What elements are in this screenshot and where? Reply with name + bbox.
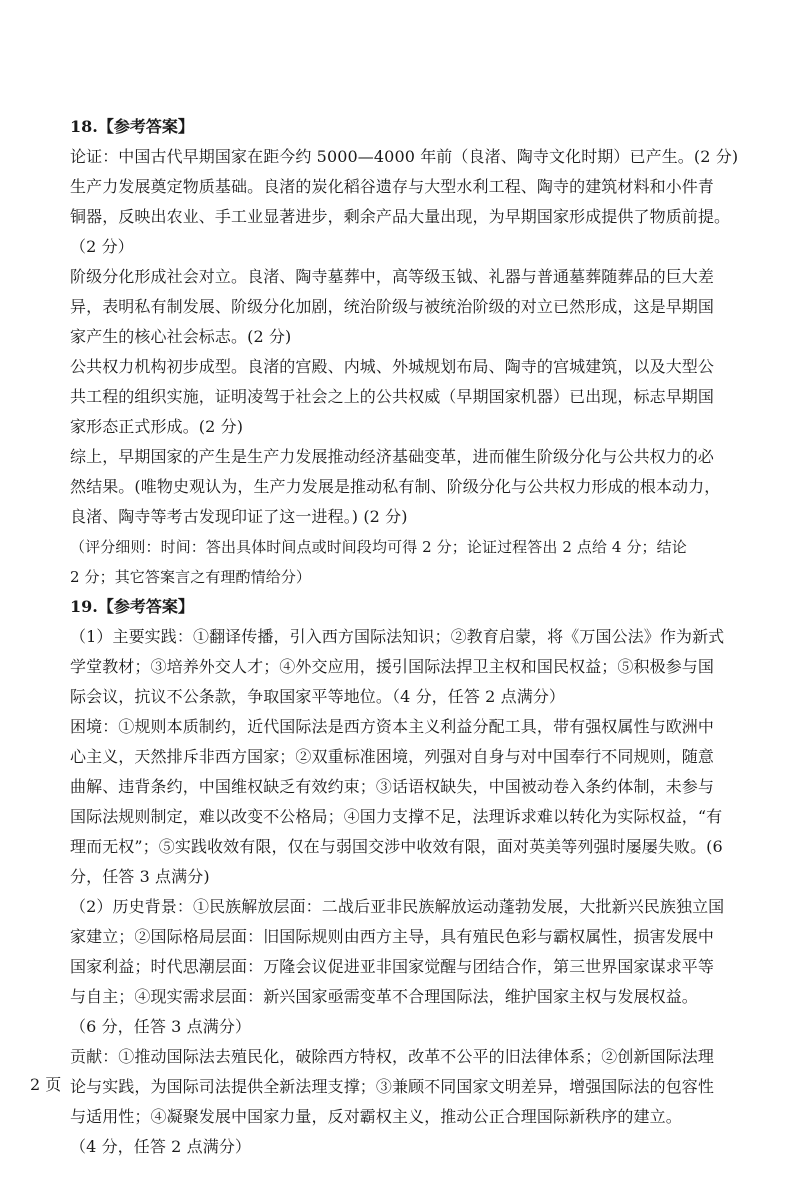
q18-line: 家产生的核心社会标志。(2 分) <box>70 327 292 346</box>
q19-line: 曲解、违背条约，中国维权缺乏有效约束；③话语权缺失，中国被动卷入条约体制，未参与 <box>70 777 715 796</box>
q18-line: （2 分） <box>70 237 134 256</box>
q19-line: 分，任答 3 点满分) <box>70 867 210 886</box>
scoring-line: （评分细则：时间：答出具体时间点或时间段均可得 2 分；论证过程答出 2 点给 4 分；结论 <box>70 538 687 556</box>
q19-line: 与适用性；④凝聚发展中国家力量，反对霸权主义，推动公正合理国际新秩序的建立。 <box>70 1107 682 1126</box>
q19-line: 贡献：①推动国际法去殖民化，破除西方特权，改革不公平的旧法律体系；②创新国际法理 <box>70 1047 715 1066</box>
q18-line: 综上，早期国家的产生是生产力发展推动经济基础变革，进而催生阶级分化与公共权力的必 <box>70 447 715 466</box>
q18-line: 生产力发展奠定物质基础。良渚的炭化稻谷遗存与大型水利工程、陶寺的建筑材料和小件青 <box>70 177 715 196</box>
q18-line: 然结果。(唯物史观认为，生产力发展是推动私有制、阶级分化与公共权力形成的根本动力， <box>70 477 721 496</box>
q19-line: 国家利益；时代思潮层面：万隆会议促进亚非国家觉醒与团结合作，第三世界国家谋求平等 <box>70 957 715 976</box>
q18-line: 家形态正式形成。(2 分) <box>70 417 244 436</box>
scoring-line: 2 分；其它答案言之有理酌情给分） <box>70 568 312 586</box>
q19-heading: 19.【参考答案】 <box>70 597 194 616</box>
q18-line: 共工程的组织实施，证明凌驾于社会之上的公共权威（早期国家机器）已出现，标志早期国 <box>70 387 715 406</box>
q18-line: 公共权力机构初步成型。良渚的宫殿、内城、外城规划布局、陶寺的宫城建筑，以及大型公 <box>70 357 715 376</box>
q18-line: 异，表明私有制发展、阶级分化加剧，统治阶级与被统治阶级的对立已然形成，这是早期国 <box>70 297 715 316</box>
q19-line: 困境：①规则本质制约，近代国际法是西方资本主义利益分配工具，带有强权属性与欧洲中 <box>70 717 715 736</box>
q19-line: 学堂教材；③培养外交人才；④外交应用，援引国际法捍卫主权和国民权益；⑤积极参与国 <box>70 657 715 676</box>
q19-line: 心主义，天然排斥非西方国家；②双重标准困境，列强对自身与对中国奉行不同规则，随意 <box>70 747 715 766</box>
q19-line: （4 分，任答 2 点满分） <box>70 1137 252 1156</box>
q19-line: 家建立；②国际格局层面：旧国际规则由西方主导，具有殖民色彩与霸权属性，损害发展中 <box>70 927 715 946</box>
q19-line: 论与实践，为国际司法提供全新法理支撑；③兼顾不同国家文明差异，增强国际法的包容性 <box>70 1077 715 1096</box>
q19-line: 理而无权”；⑤实践收效有限，仅在与弱国交涉中收效有限，面对英美等列强时屡屡失败。(6 <box>70 837 723 856</box>
q18-line: 铜器，反映出农业、手工业显著进步，剩余产品大量出现，为早期国家形成提供了物质前提。 <box>70 207 731 226</box>
q18-line: 论证：中国古代早期国家在距今约 5000—4000 年前（良渚、陶寺文化时期）已产生。(2 分) <box>70 147 739 166</box>
q19-line: （2）历史背景：①民族解放层面：二战后亚非民族解放运动蓬勃发展，大批新兴民族独立国 <box>70 897 725 916</box>
answer-page <box>70 112 750 1162</box>
q18-answer <box>70 142 750 532</box>
q18-line: 良渚、陶寺等考古发现印证了这一进程。) (2 分) <box>70 507 408 526</box>
q19-line: 际会议，抗议不公条款，争取国家平等地位。（4 分，任答 2 点满分） <box>70 687 566 706</box>
q18-line: 阶级分化形成社会对立。良渚、陶寺墓葬中，高等级玉钺、礼器与普通墓葬随葬品的巨大差 <box>70 267 715 286</box>
q19-line: （1）主要实践：①翻译传播，引入西方国际法知识；②教育启蒙，将《万国公法》作为新式 <box>70 627 725 646</box>
q19-line: 与自主；④现实需求层面：新兴国家亟需变革不合理国际法，维护国家主权与发展权益。 <box>70 987 698 1006</box>
q19-answer <box>70 622 750 1162</box>
q19-line: （6 分，任答 3 点满分） <box>70 1017 252 1036</box>
q18-scoring-rules <box>70 532 750 592</box>
page-number: 2 页 <box>30 1075 62 1094</box>
q19-line: 国际法规则制定，难以改变不公格局；④国力支撑不足，法理诉求难以转化为实际权益，“有 <box>70 807 723 826</box>
q18-heading: 18.【参考答案】 <box>70 117 194 136</box>
